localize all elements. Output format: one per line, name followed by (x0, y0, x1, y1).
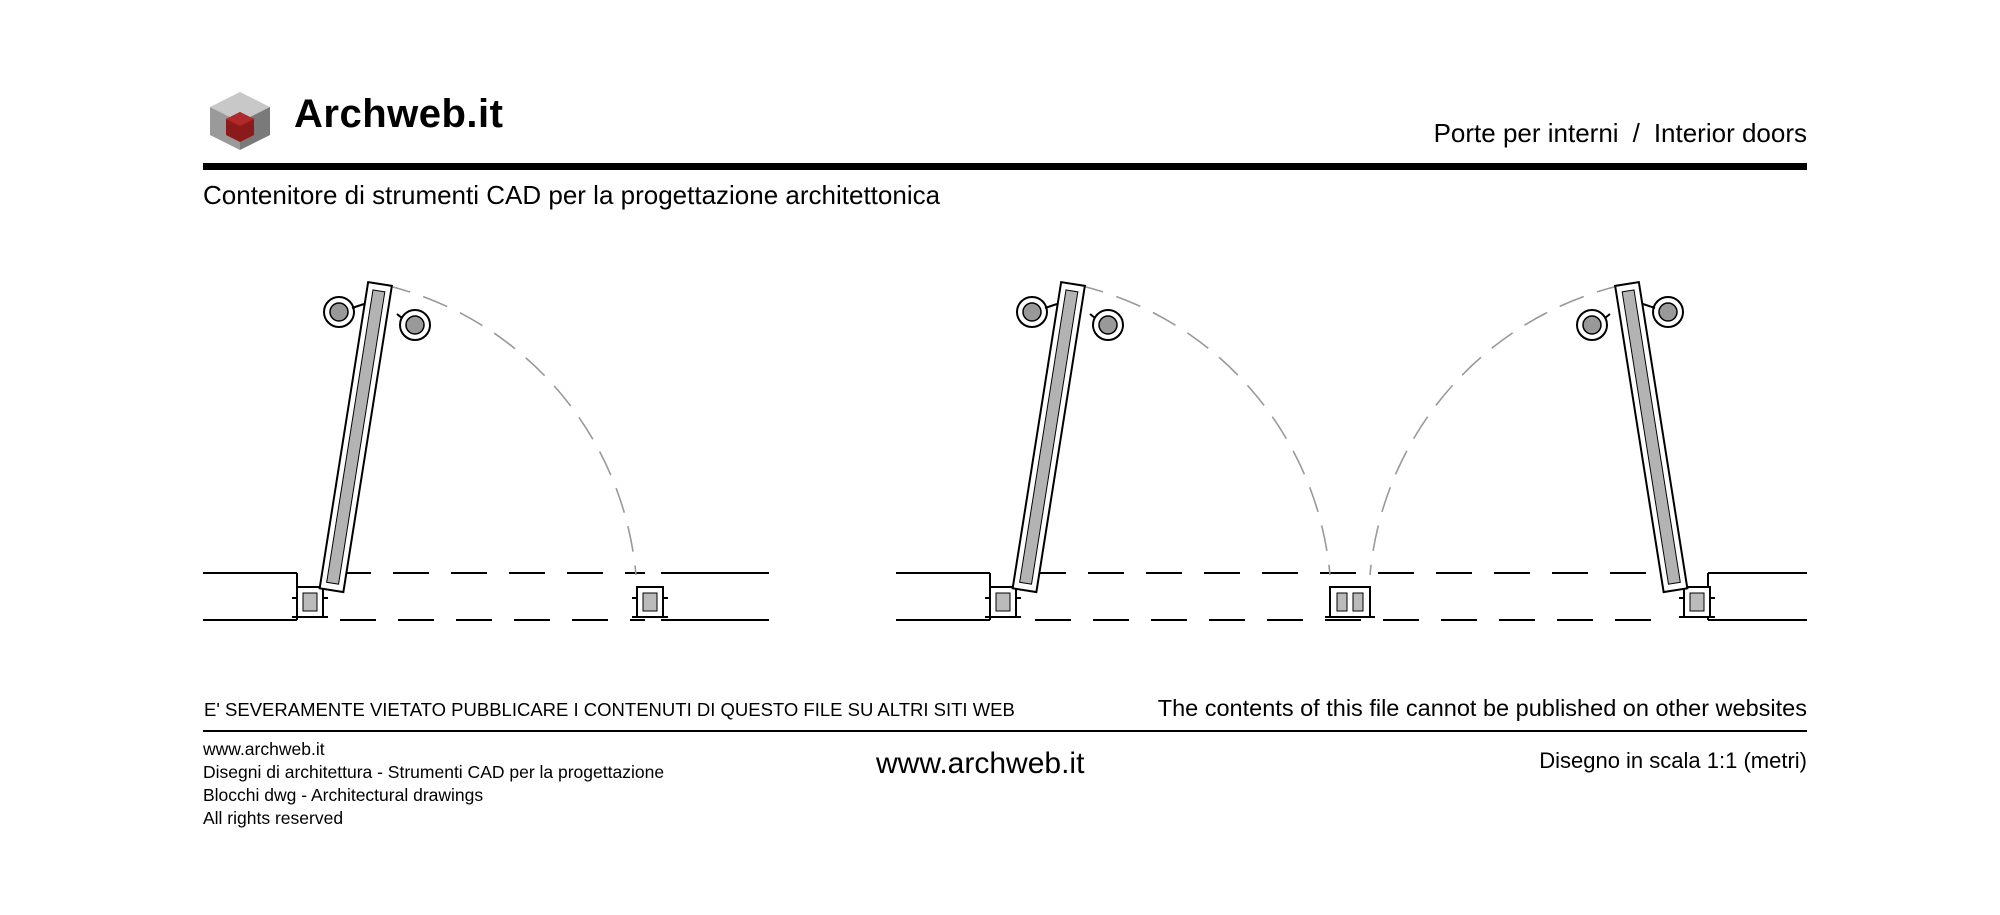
footer-credits (203, 738, 664, 830)
footer-line: Disegni di architettura - Strumenti CAD per la progettazione (203, 762, 665, 782)
footer-line: www.archweb.it (203, 739, 325, 759)
warning-english: The contents of this file cannot be published on other websites (1157, 695, 1807, 721)
door-jamb-right (632, 587, 668, 617)
footer-rule (203, 730, 1807, 732)
pivot-hinge-right (400, 310, 430, 340)
door-leaf-right (1615, 282, 1687, 592)
category-english: Interior doors (1653, 118, 1807, 148)
footer-line: All rights reserved (203, 808, 344, 828)
door-opening-dashed-lines (335, 573, 645, 620)
category-separator: / (1632, 118, 1640, 148)
pivot-hinge (1653, 297, 1683, 327)
scale-note: Disegno in scala 1:1 (metri) (1539, 748, 1807, 773)
pivot-hinge (1093, 310, 1123, 340)
pivot-hinge-left (324, 297, 354, 327)
door-jamb-center (1325, 587, 1375, 617)
double-swing-door (896, 282, 1807, 620)
single-swing-door (203, 282, 769, 620)
door-jamb-right (1679, 587, 1715, 617)
warning-italian: E' SEVERAMENTE VIETATO PUBBLICARE I CONTENUTI DI QUESTO FILE SU ALTRI SITI WEB (204, 699, 1015, 720)
category-italian: Porte per interni (1433, 118, 1619, 148)
pivot-hinge (1577, 310, 1607, 340)
footer-url: www.archweb.it (876, 747, 1085, 780)
logo-text: Archweb.it (294, 92, 504, 136)
footer-line: Blocchi dwg - Architectural drawings (203, 785, 484, 805)
pivot-hinge (1017, 297, 1047, 327)
wall-lines (203, 573, 769, 620)
door-leaf (320, 282, 392, 592)
page-subtitle: Contenitore di strumenti CAD per la progettazione architettonica (203, 180, 941, 210)
door-jamb-left (292, 587, 328, 617)
door-jamb-left (985, 587, 1021, 617)
door-leaf-left (1013, 282, 1085, 592)
